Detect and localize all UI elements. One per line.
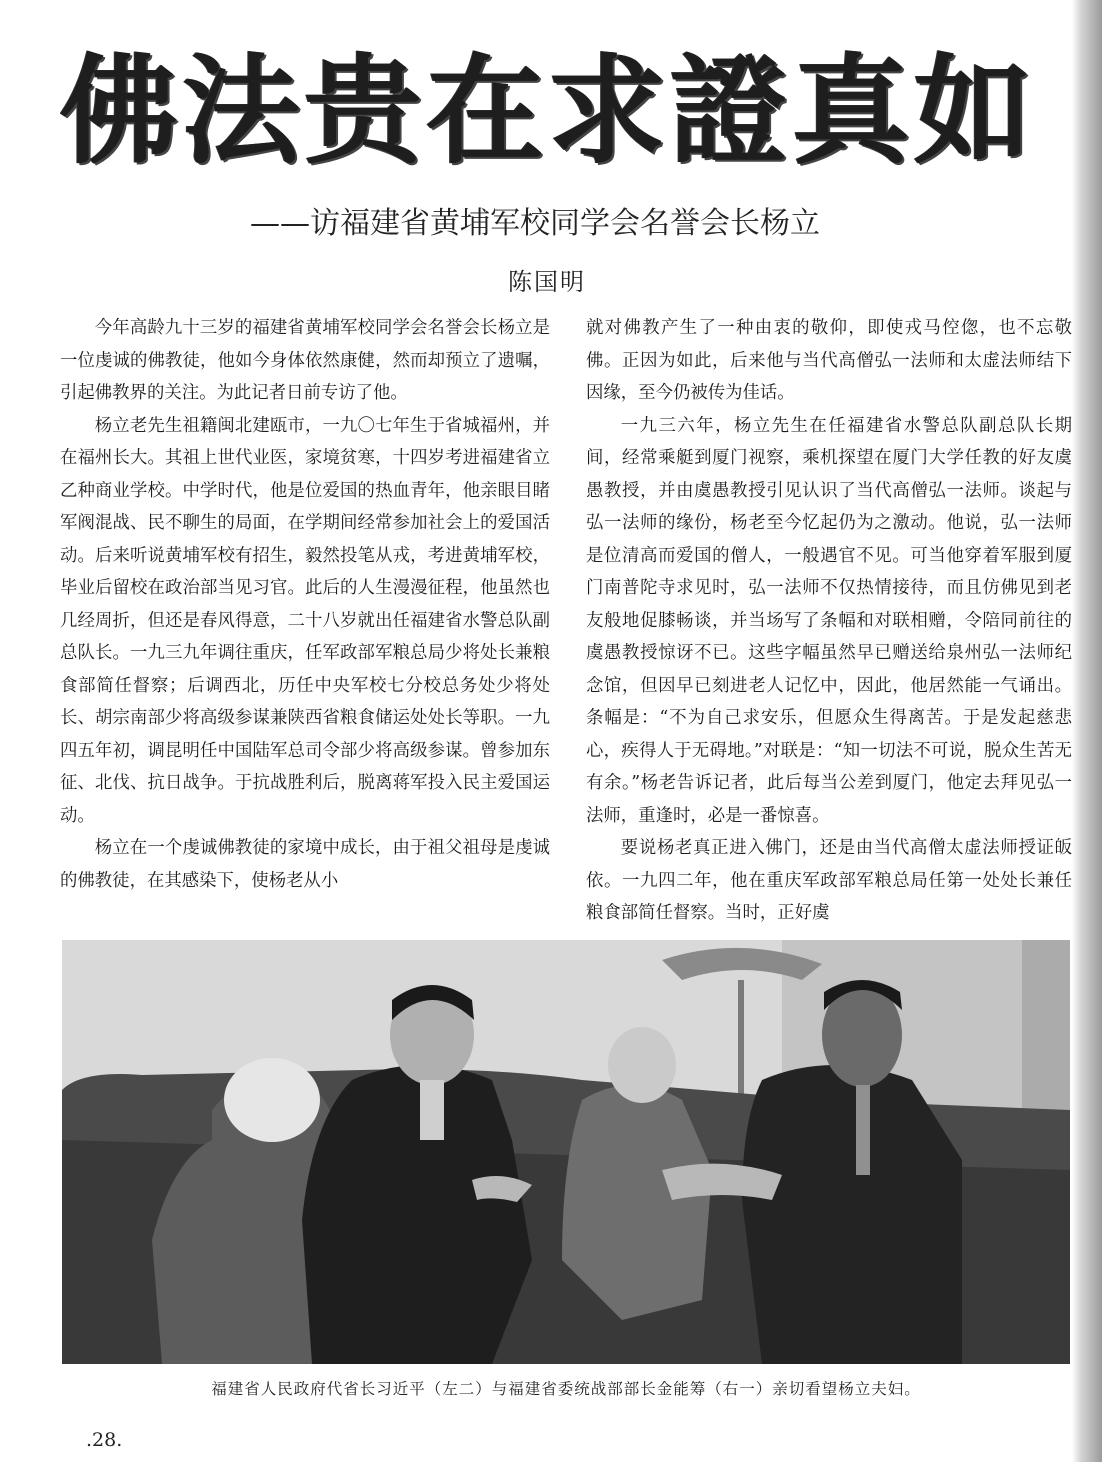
paragraph: 杨立老先生祖籍闽北建瓯市，一九〇七年生于省城福州，并在福州长大。其祖上世代业医，家境贫寒，十四岁考进福建省立乙种商业学校。中学时代，他是位爱国的热血青年，他亲眼目睹军阀混战、民不聊生的局面，在学期间经常参加社会上的爱国活动。后来听说黄埔军校有招生，毅然投笔从戎，考进黄埔军校，毕业后留校在政治部当见习官。此后的人生漫漫征程，他虽然也几经周折，但还是春风得意，二十八岁就出任福建省水警总队副总队长。一九三九年调往重庆，任军政部军粮总局少将处长兼粮食部简任督察；后调西北，历任中央军校七分校总务处少将处长、胡宗南部少将高级参谋兼陕西省粮食储运处处长等职。一九四五年初，调昆明任中国陆军总司令部少将高级参谋。曾参加东征、北伐、抗日战争。于抗战胜利后，脱离蒋军投入民主爱国运动。 xyxy=(60,415,550,826)
article-subtitle: ——访福建省黄埔军校同学会名誉会长杨立 xyxy=(250,206,820,241)
article-title: 佛法贵在求證真如 xyxy=(60,41,1037,180)
photo-person-jin-suit xyxy=(742,1065,962,1364)
paragraph: 今年高龄九十三岁的福建省黄埔军校同学会名誉会长杨立是一位虔诚的佛教徒，他如今身体依然康健，然而却预立了遗嘱，引起佛教界的关注。为此记者日前专访了他。 xyxy=(60,318,550,403)
photo-person-xi-suit xyxy=(302,1065,532,1364)
paragraph-continuation: 就对佛教产生了一种由衷的敬仰，即使戎马倥偬，也不忘敬佛。正因为如此，后来他与当代高僧弘一法师和太虚法师结下因缘，至今仍被传为佳话。 xyxy=(586,318,1072,403)
paragraph: 一九三六年，杨立先生在任福建省水警总队副总队长期间，经常乘艇到厦门视察，乘机探望在厦门大学任教的好友虞愚教授，并由虞愚教授引见认识了当代高僧弘一法师。谈起与弘一法师的缘份，杨老至今忆起仍为之激动。他说，弘一法师是位清高而爱国的僧人，一般遇官不见。可当他穿着军服到厦门南普陀寺求见时，弘一法师不仅热情接待，而且仿佛见到老友般地促膝畅谈，并当场写了条幅和对联相赠，令陪同前往的虞愚教授惊讶不已。这些字幅虽然早已赠送给泉州弘一法师纪念馆，但因早已刻进老人记忆中，因此，他居然能一气诵出。条幅是：“不为自己求安乐，但愿众生得离苦。于是发起慈悲心，疾得人于无碍地。”对联是：“知一切法不可说，脱众生苦无有余。”杨老告诉记者，此后每当公差到厦门，他定去拜见弘一法师，重逢时，必是一番惊喜。 xyxy=(586,415,1072,826)
page-edge-shadow xyxy=(1072,0,1102,1462)
article-author: 陈国明 xyxy=(508,268,586,296)
photo-scene xyxy=(62,940,1070,1364)
page-number: .28. xyxy=(86,1429,123,1451)
photo-caption: 福建省人民政府代省长习近平（左二）与福建省委统战部部长金能筹（右一）亲切看望杨立夫妇。 xyxy=(211,1380,921,1398)
photo-person-xi-shirt xyxy=(420,1080,444,1140)
paragraph: 要说杨老真正进入佛门，还是由当代高僧太虚法师授证皈依。一九四二年，他在重庆军政部军粮总局任第一处处长兼任粮食部简任督察。当时，正好虞 xyxy=(586,838,1072,923)
photo-person-left-head xyxy=(224,1058,320,1142)
paragraph: 杨立在一个虔诚佛教徒的家境中成长，由于祖父祖母是虔诚的佛教徒，在其感染下，使杨老从小 xyxy=(60,838,550,891)
text-column-left xyxy=(60,312,550,897)
text-column-right xyxy=(586,312,1072,930)
article-photo xyxy=(62,940,1070,1364)
photo-person-jin-tie xyxy=(856,1085,870,1175)
photo-person-woman-head xyxy=(608,1027,676,1103)
